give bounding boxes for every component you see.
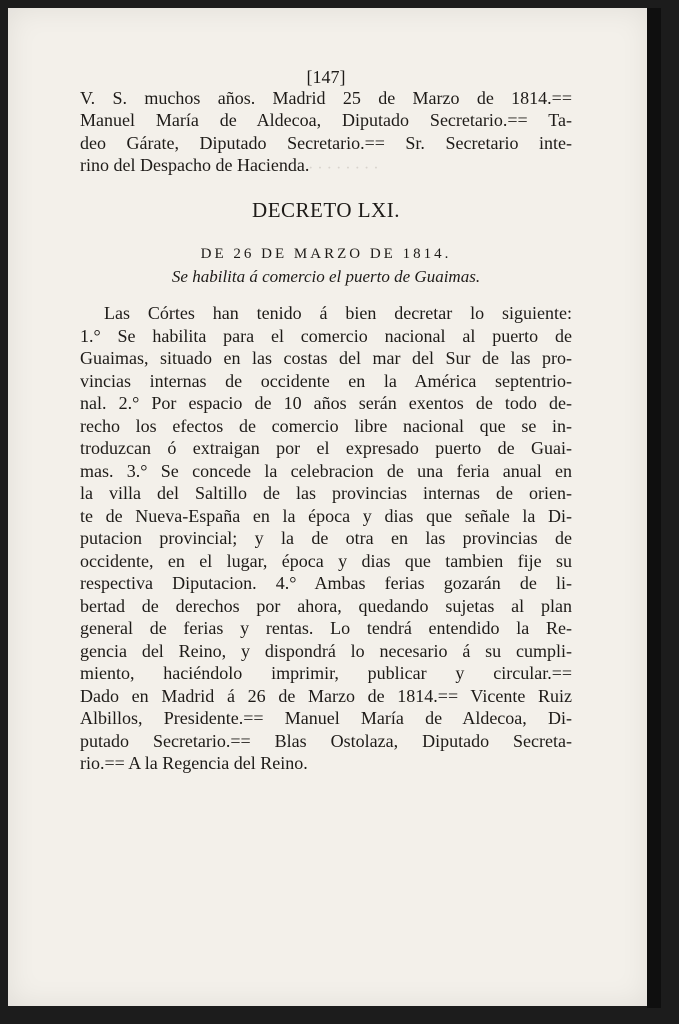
body-line: general de ferias y rentas. Lo tendrá entendido la Re- (80, 618, 572, 638)
book-page (8, 8, 649, 1006)
body-line: nal. 2.° Por espacio de 10 años serán exentos de todo de- (80, 393, 572, 413)
body-line: mas. 3.° Se concede la celebracion de una feria anual en (80, 460, 572, 481)
body-line: putacion provincial; y la de otra en las provincias de (80, 528, 572, 548)
body-line: miento, haciéndolo imprimir, publicar y circular.== (80, 663, 572, 683)
body-line: vincias internas de occidente en la América septentrio- (80, 370, 572, 391)
body-line: Guaimas, situado en las costas del mar del Sur de las pro- (80, 348, 572, 368)
book-spine-shadow (647, 8, 661, 1008)
body-line: bertad de derechos por ahora, quedando sujetas al plan (80, 595, 572, 616)
decree-subtitle: Se habilita á comercio el puerto de Guaimas. (171, 266, 481, 286)
decree-title: DECRETO LXI. (252, 197, 400, 222)
intro-line: deo Gárate, Diputado Secretario.== Sr. Secretario inte- (80, 132, 572, 153)
body-line: Las Córtes han tenido á bien decretar lo siguiente: (104, 303, 572, 323)
body-line: putado Secretario.== Blas Ostolaza, Diputado Secreta- (80, 730, 572, 751)
body-line: te de Nueva-España en la época y dias que señale la Di- (80, 505, 572, 526)
bleed-through-text: · · · · · · · · (308, 160, 379, 177)
intro-line: Manuel María de Aldecoa, Diputado Secretario.== Ta- (80, 110, 572, 130)
body-line: Albillos, Presidente.== Manuel María de Aldecoa, Di- (80, 708, 572, 728)
page-number: [147] (306, 67, 346, 87)
intro-line: V. S. muchos años. Madrid 25 de Marzo de 1814.== (80, 87, 572, 108)
decree-date: DE 26 DE MARZO DE 1814. (200, 246, 452, 262)
body-line: respectiva Diputacion. 4.° Ambas ferias gozarán de li- (80, 573, 572, 593)
body-line: rio.== A la Regencia del Reino. (80, 753, 308, 773)
body-line: recho los efectos de comercio libre nacional que se in- (80, 415, 572, 436)
body-line: la villa del Saltillo de las provincias internas de orien- (80, 483, 572, 503)
decree-body (80, 302, 572, 775)
intro-line: rino del Despacho de Hacienda. (80, 155, 310, 175)
body-line: Dado en Madrid á 26 de Marzo de 1814.== Vicente Ruiz (80, 685, 572, 706)
page-text (80, 66, 572, 775)
body-line: gencia del Reino, y dispondrá lo necesario á su cumpli- (80, 640, 572, 661)
body-line: occidente, en el lugar, época y dias que tambien fije su (80, 550, 572, 571)
intro-paragraph (80, 87, 572, 177)
body-line: 1.° Se habilita para el comercio nacional al puerto de (80, 325, 572, 346)
body-line: troduzcan ó extraigan por el expresado puerto de Guai- (80, 438, 572, 458)
